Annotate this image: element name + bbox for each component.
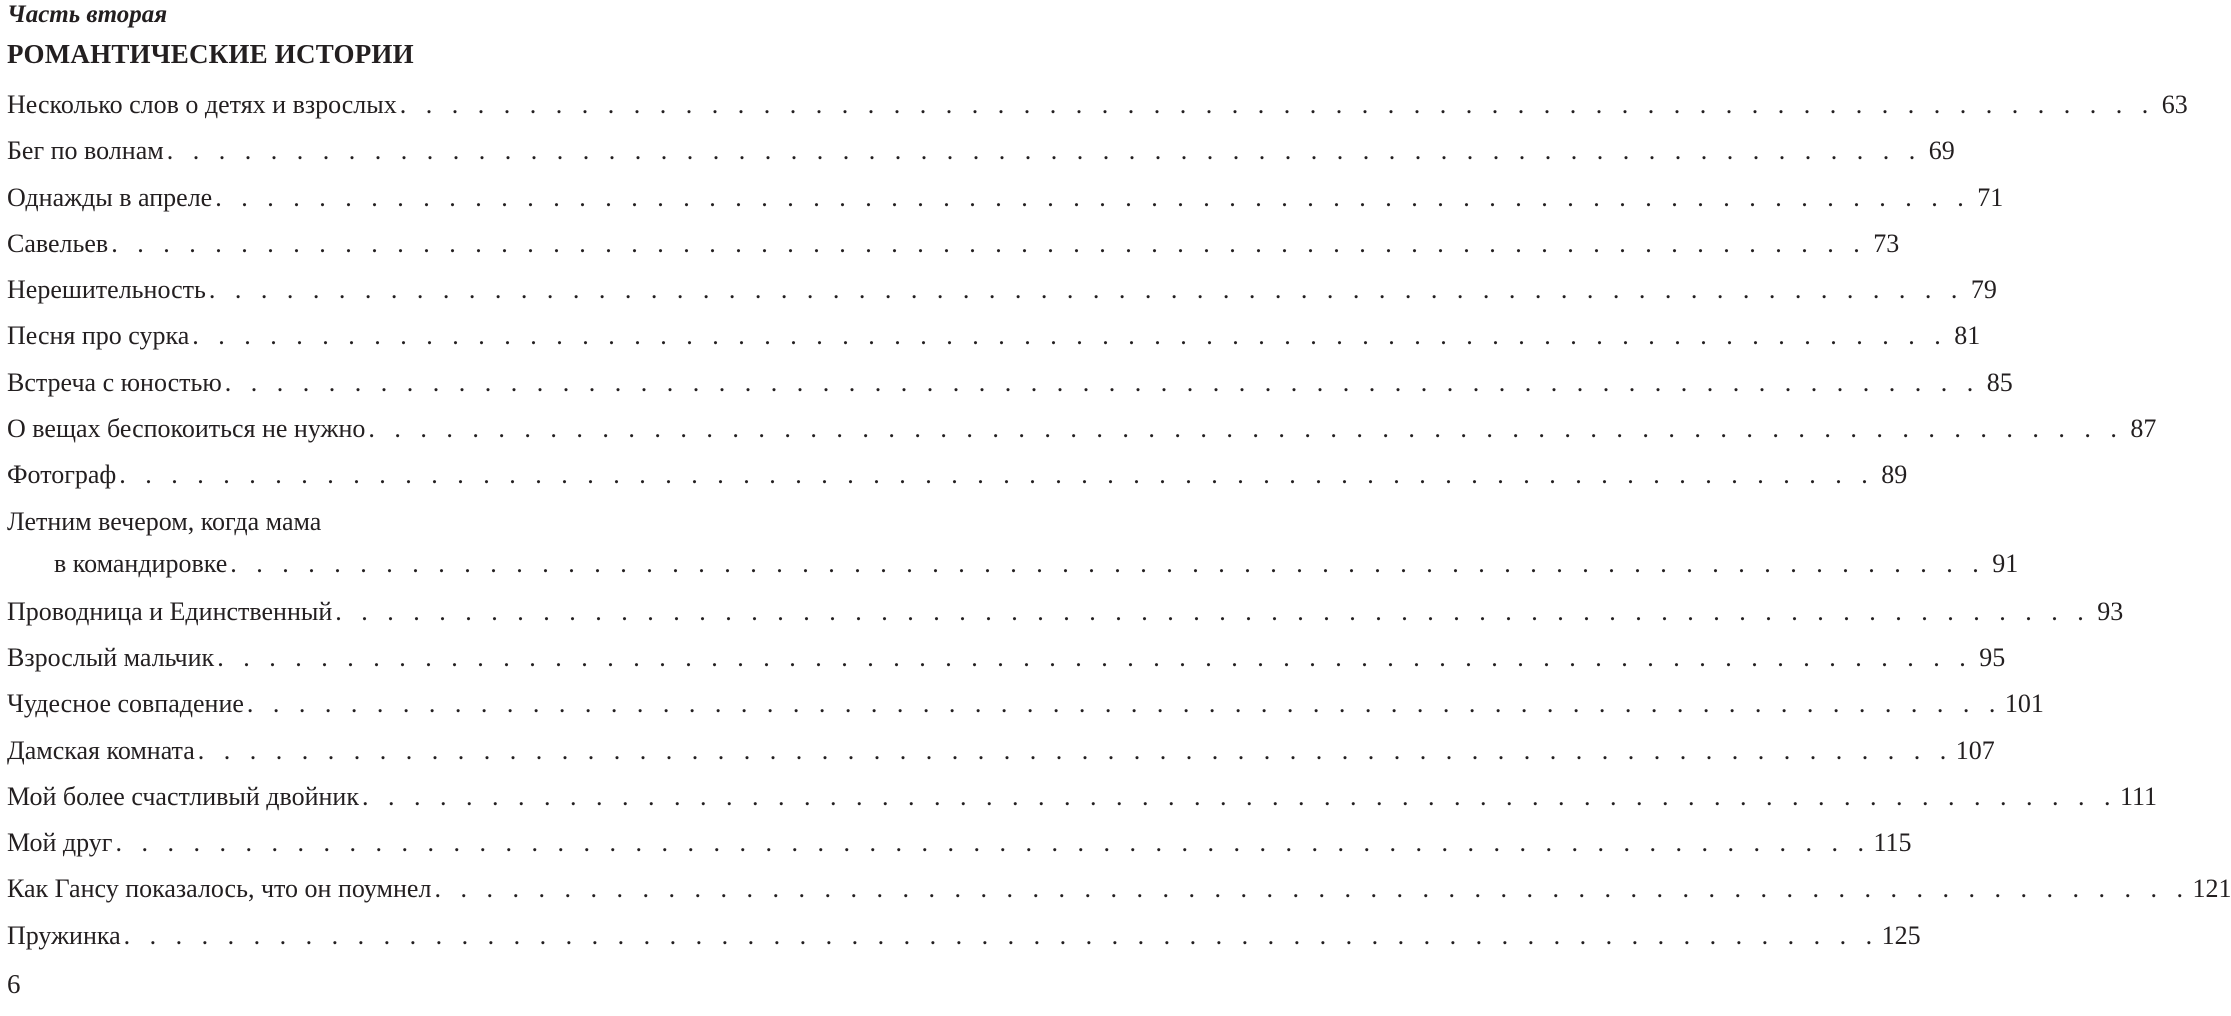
table-of-contents	[7, 84, 2231, 961]
entry-title: Мой более счастливый двойник	[7, 776, 359, 818]
entry-title: Дамская комната	[7, 730, 195, 772]
dot-leader: . . . . . . . . . . . . . . . . . . . . . . . . . . . . . . . . . . . . . . . . . . . . . . . . . . . . . . . . . . . . . . . . . . . .	[217, 642, 1973, 672]
toc-entry	[7, 591, 2124, 633]
dot-leader: . . . . . . . . . . . . . . . . . . . . . . . . . . . . . . . . . . . . . . . . . . . . . . . . . . . . . . . . . . . . . . . . . . . .	[368, 414, 2124, 444]
entry-page-number: 121	[2192, 874, 2231, 904]
entry-page-number: 95	[1979, 642, 2006, 672]
toc-entry	[7, 730, 1995, 772]
dot-leader: . . . . . . . . . . . . . . . . . . . . . . . . . . . . . . . . . . . . . . . . . . . . . . . . . . . . . . . . . . . . . . . . . . . .	[192, 321, 1948, 351]
entry-title: Взрослый мальчик	[7, 637, 214, 679]
entry-page-number: 93	[2097, 596, 2124, 626]
entry-title: Пружинка	[7, 915, 121, 957]
entry-page-number: 101	[2004, 689, 2044, 719]
toc-entry	[7, 177, 2004, 219]
dot-leader: . . . . . . . . . . . . . . . . . . . . . . . . . . . . . . . . . . . . . . . . . . . . . . . . . . . . . . . . . . . . . . . . . . . .	[111, 228, 1867, 258]
dot-leader: . . . . . . . . . . . . . . . . . . . . . . . . . . . . . . . . . . . . . . . . . . . . . . . . . . . . . . . . . . . . . . . . . . . .	[399, 90, 2155, 119]
dot-leader: . . . . . . . . . . . . . . . . . . . . . . . . . . . . . . . . . . . . . . . . . . . . . . . . . . . . . . . . . . . . . . . . . . . .	[123, 920, 1879, 950]
dot-leader: . . . . . . . . . . . . . . . . . . . . . . . . . . . . . . . . . . . . . . . . . . . . . . . . . . . . . . . . . . . . . . . . . . . .	[361, 781, 2117, 811]
entry-page-number: 71	[1977, 182, 2004, 212]
toc-entry	[7, 637, 2006, 679]
dot-leader: . . . . . . . . . . . . . . . . . . . . . . . . . . . . . . . . . . . . . . . . . . . . . . . . . . . . . . . . . . . . . . . . . . . .	[246, 689, 2002, 719]
entry-title: Проводница и Единственный	[7, 591, 332, 633]
toc-entry	[7, 822, 1912, 864]
dot-leader: . . . . . . . . . . . . . . . . . . . . . . . . . . . . . . . . . . . . . . . . . . . . . . . . . . . . . . . . . . . . . . . . . . . .	[230, 548, 1986, 578]
entry-page-number: 85	[1986, 367, 2013, 397]
toc-entry	[7, 362, 2013, 404]
entry-page-number: 69	[1928, 136, 1955, 166]
toc-entry	[7, 269, 1997, 311]
toc-entry	[7, 84, 2188, 126]
entry-page-number: 91	[1992, 548, 2019, 578]
part-label: Часть вторая	[7, 1, 168, 28]
dot-leader: . . . . . . . . . . . . . . . . . . . . . . . . . . . . . . . . . . . . . . . . . . . . . . . . . . . . . . . . . . . . . . . . . . . .	[119, 460, 1875, 490]
dot-leader: . . . . . . . . . . . . . . . . . . . . . . . . . . . . . . . . . . . . . . . . . . . . . . . . . . . . . . . . . . . . . . . . . . . .	[335, 596, 2091, 626]
entry-page-number: 79	[1970, 275, 1997, 305]
entry-title-line-1: Летним вечером, когда мама	[7, 506, 322, 536]
toc-entry	[7, 776, 2158, 818]
entry-title: Бег по волнам	[7, 130, 164, 172]
dot-leader: . . . . . . . . . . . . . . . . . . . . . . . . . . . . . . . . . . . . . . . . . . . . . . . . . . . . . . . . . . . . . . . . . . . .	[208, 275, 1964, 305]
entry-title: Фотограф	[7, 454, 116, 496]
toc-entry	[7, 868, 2231, 910]
entry-page-number: 87	[2130, 414, 2157, 444]
dot-leader: . . . . . . . . . . . . . . . . . . . . . . . . . . . . . . . . . . . . . . . . . . . . . . . . . . . . . . . . . . . . . . . . . . . .	[166, 136, 1922, 166]
page-number: 6	[7, 969, 21, 999]
entry-page-number: 63	[2161, 90, 2188, 119]
toc-entry	[7, 915, 1921, 957]
entry-title: Встреча с юностью	[7, 362, 222, 404]
entry-title: Как Гансу показалось, что он поумнел	[7, 868, 431, 910]
entry-page-number: 73	[1873, 228, 1900, 258]
entry-title: Чудесное совпадение	[7, 683, 244, 725]
toc-entry	[7, 454, 1908, 496]
entry-page-number: 111	[2119, 781, 2158, 811]
entry-page-number: 125	[1881, 920, 1921, 950]
entry-title: Нерешительность	[7, 269, 206, 311]
dot-leader: . . . . . . . . . . . . . . . . . . . . . . . . . . . . . . . . . . . . . . . . . . . . . . . . . . . . . . . . . . . . . . . . . . . .	[434, 874, 2190, 904]
entry-title: Савельев	[7, 223, 108, 265]
toc-entry	[7, 315, 1981, 357]
toc-entry	[7, 130, 1955, 172]
dot-leader: . . . . . . . . . . . . . . . . . . . . . . . . . . . . . . . . . . . . . . . . . . . . . . . . . . . . . . . . . . . . . . . . . . . .	[115, 828, 1871, 858]
toc-entry	[7, 223, 1900, 265]
entry-page-number: 89	[1881, 460, 1908, 490]
entry-page-number: 115	[1873, 828, 1912, 858]
entry-title: О вещах беспокоиться не нужно	[7, 408, 365, 450]
entry-title: Мой друг	[7, 822, 112, 864]
entry-title: Песня про сурка	[7, 315, 189, 357]
entry-page-number: 107	[1955, 735, 1995, 765]
toc-entry	[7, 408, 2157, 450]
entry-title-line-2: в командировке	[54, 543, 227, 585]
dot-leader: . . . . . . . . . . . . . . . . . . . . . . . . . . . . . . . . . . . . . . . . . . . . . . . . . . . . . . . . . . . . . . . . . . . .	[197, 735, 1953, 765]
entry-title: Несколько слов о детях и взрослых	[7, 84, 397, 126]
entry-page-number: 81	[1954, 321, 1981, 351]
toc-entry	[7, 683, 2044, 725]
toc-entry	[7, 501, 2019, 585]
book-page	[7, 0, 2231, 1016]
dot-leader: . . . . . . . . . . . . . . . . . . . . . . . . . . . . . . . . . . . . . . . . . . . . . . . . . . . . . . . . . . . . . . . . . . . .	[215, 182, 1971, 212]
entry-title: Однажды в апреле	[7, 177, 212, 219]
dot-leader: . . . . . . . . . . . . . . . . . . . . . . . . . . . . . . . . . . . . . . . . . . . . . . . . . . . . . . . . . . . . . . . . . . . .	[224, 367, 1980, 397]
section-title: РОМАНТИЧЕСКИЕ ИСТОРИИ	[7, 39, 414, 69]
